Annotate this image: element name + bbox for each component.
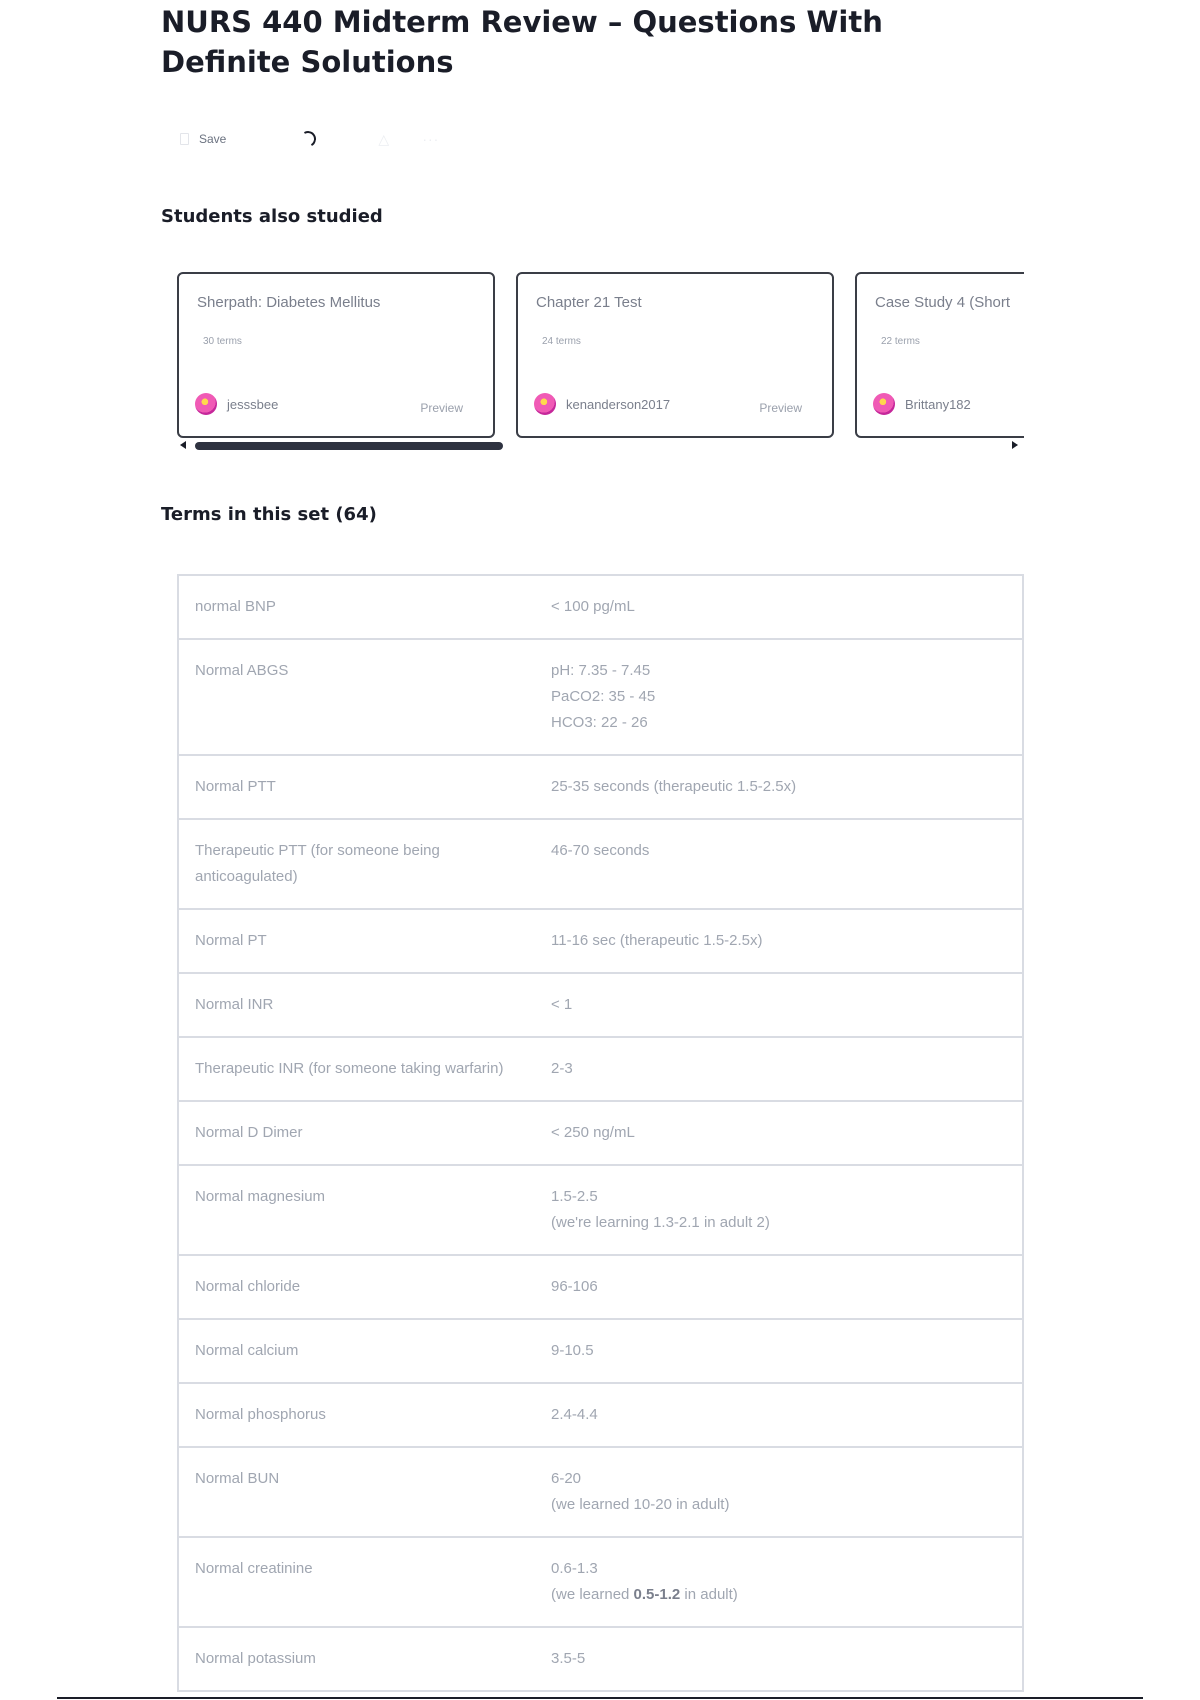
definition-bold-text: 0.5-1.2 (633, 1586, 681, 1603)
term-definition: pH: 7.35 - 7.45 PaCO2: 35 - 45 HCO3: 22 - 26 (551, 662, 656, 731)
more-options-icon[interactable]: ··· (422, 131, 440, 147)
card-preview-link[interactable]: Preview (759, 401, 802, 415)
avatar (873, 393, 895, 415)
card-title: Chapter 21 Test (536, 294, 642, 311)
share-icon[interactable]: △ (378, 131, 390, 147)
page-bottom-divider (57, 1697, 1143, 1699)
term-word: Therapeutic PTT (for someone being anticoagulated) (195, 842, 440, 885)
avatar (195, 393, 217, 415)
table-row (179, 638, 1022, 754)
definition-text-after: in adult) (680, 1586, 738, 1603)
term-word: Normal potassium (195, 1650, 316, 1667)
term-definition: < 250 ng/mL (551, 1124, 635, 1141)
table-row (179, 972, 1022, 1036)
save-label: Save (199, 132, 227, 146)
term-definition: 96-106 (551, 1278, 598, 1295)
card-preview-link[interactable]: Preview (420, 401, 463, 415)
term-word: Therapeutic INR (for someone taking warfarin) (195, 1060, 504, 1077)
table-row (179, 1036, 1022, 1100)
table-row (179, 576, 1022, 638)
term-word: Normal ABGS (195, 662, 289, 679)
card-title: Case Study 4 (Short (875, 294, 1011, 311)
avatar (534, 393, 556, 415)
table-row (179, 1536, 1022, 1626)
definition-text: 0.6-1.3 (we learned (551, 1560, 630, 1603)
table-row (179, 908, 1022, 972)
bookmark-icon (180, 133, 189, 145)
term-definition: 2-3 (551, 1060, 573, 1077)
study-set-card[interactable] (855, 272, 1024, 438)
card-term-count: 24 terms (542, 336, 581, 347)
term-definition: 9-10.5 (551, 1342, 594, 1359)
term-word: Normal creatinine (195, 1560, 313, 1577)
card-username: Brittany182 (905, 397, 971, 412)
term-definition: 25-35 seconds (therapeutic 1.5-2.5x) (551, 778, 797, 795)
table-row (179, 1100, 1022, 1164)
term-word: Normal BUN (195, 1470, 280, 1487)
term-definition: 3.5-5 (551, 1650, 586, 1667)
term-word: Normal phosphorus (195, 1406, 326, 1423)
term-word: Normal D Dimer (195, 1124, 303, 1141)
term-definition: 2.4-4.4 (551, 1406, 598, 1423)
table-row (179, 1164, 1022, 1254)
page-title: NURS 440 Midterm Review – Questions With Definite Solutions (161, 5, 883, 79)
term-word: Normal PTT (195, 778, 276, 795)
terms-in-set-heading: Terms in this set (64) (161, 504, 377, 525)
term-definition: 6-20 (we learned 10-20 in adult) (551, 1470, 730, 1513)
card-username: kenanderson2017 (566, 397, 671, 412)
table-row (179, 1382, 1022, 1446)
card-username: jesssbee (227, 397, 279, 412)
card-term-count: 30 terms (203, 336, 242, 347)
table-row (179, 818, 1022, 908)
term-definition: 46-70 seconds (551, 842, 650, 859)
term-word: Normal PT (195, 932, 267, 949)
save-button[interactable] (180, 132, 226, 146)
study-set-card[interactable] (177, 272, 495, 438)
term-word: normal BNP (195, 598, 276, 615)
loading-spinner-icon (299, 129, 319, 149)
card-term-count: 22 terms (881, 336, 920, 347)
term-definition: < 100 pg/mL (551, 598, 635, 615)
term-word: Normal INR (195, 996, 274, 1013)
carousel-scroll-left-icon[interactable] (180, 441, 186, 449)
term-definition: < 1 (551, 996, 573, 1013)
carousel-scrollbar-thumb[interactable] (195, 442, 503, 450)
study-set-card[interactable] (516, 272, 834, 438)
carousel-scroll-right-icon[interactable] (1012, 441, 1018, 449)
term-definition: 1.5-2.5 (we're learning 1.3-2.1 in adult 2) (551, 1188, 770, 1231)
table-row (179, 1446, 1022, 1536)
term-definition: 11-16 sec (therapeutic 1.5-2.5x) (551, 932, 763, 949)
term-definition (535, 1538, 1022, 1626)
table-row (179, 1626, 1022, 1690)
table-row (179, 754, 1022, 818)
students-also-studied-heading: Students also studied (161, 206, 383, 227)
term-word: Normal chloride (195, 1278, 301, 1295)
study-set-carousel (177, 270, 1024, 444)
table-row (179, 1254, 1022, 1318)
term-word: Normal magnesium (195, 1188, 326, 1205)
action-bar (180, 124, 439, 154)
table-row (179, 1318, 1022, 1382)
terms-table (177, 574, 1024, 1692)
term-word: Normal calcium (195, 1342, 299, 1359)
card-title: Sherpath: Diabetes Mellitus (197, 294, 381, 311)
